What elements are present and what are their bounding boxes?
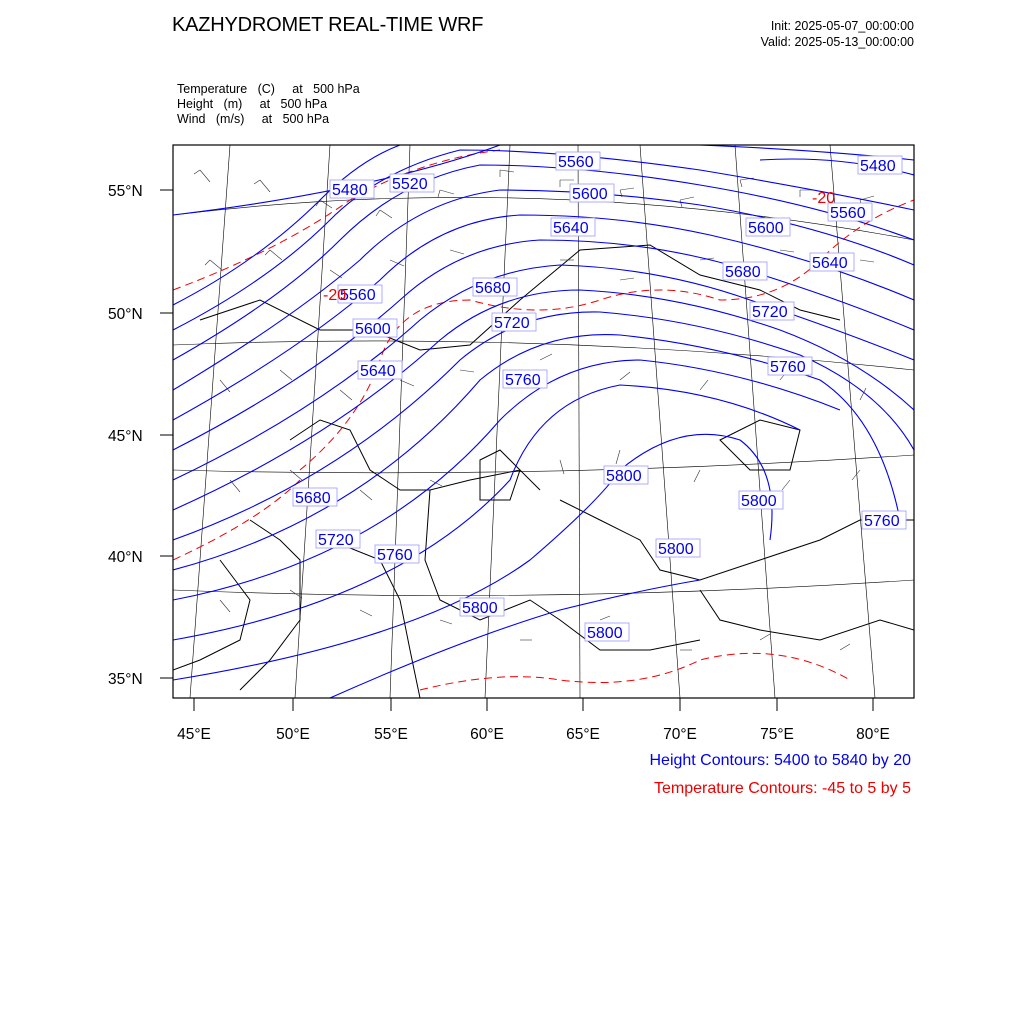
- variable-wind: Wind (m/s) at 500 hPa: [177, 112, 330, 126]
- height-label: 5600: [572, 186, 608, 203]
- variable-height: Height (m) at 500 hPa: [177, 97, 328, 111]
- height-label: 5680: [295, 490, 331, 507]
- height-label: 5560: [558, 154, 594, 171]
- lon-label: 50°E: [276, 726, 310, 743]
- height-label: 5640: [553, 220, 589, 237]
- height-label: 5520: [392, 176, 428, 193]
- height-label: 5800: [606, 468, 642, 485]
- height-label: 5560: [830, 205, 866, 222]
- height-label: 5640: [360, 363, 396, 380]
- lon-label: 65°E: [566, 726, 600, 743]
- height-label: 5800: [658, 541, 694, 558]
- lon-label: 80°E: [856, 726, 890, 743]
- height-label: 5720: [318, 532, 354, 549]
- latitude-labels: [108, 183, 143, 688]
- lat-label: 55°N: [108, 183, 143, 200]
- height-label: 5800: [741, 493, 777, 510]
- height-label: 5480: [860, 158, 896, 175]
- height-label: 5720: [752, 304, 788, 321]
- height-label: 5760: [770, 359, 806, 376]
- chart-title: KAZHYDROMET REAL-TIME WRF: [172, 14, 484, 36]
- lon-label: 60°E: [470, 726, 504, 743]
- height-contours: [173, 145, 914, 698]
- height-label: 5680: [725, 264, 761, 281]
- height-label: 5800: [462, 600, 498, 617]
- temperature-label: -20: [323, 287, 347, 304]
- height-label: 5560: [340, 287, 376, 304]
- init-time: Init: 2025-05-07_00:00:00: [770, 19, 914, 33]
- lat-label: 50°N: [108, 306, 143, 323]
- wind-barbs: [194, 170, 874, 650]
- height-label: 5800: [587, 625, 623, 642]
- height-label: 5760: [505, 372, 541, 389]
- lon-label: 70°E: [663, 726, 697, 743]
- height-label: 5760: [864, 513, 900, 530]
- lat-label: 40°N: [108, 549, 143, 566]
- lon-label: 45°E: [177, 726, 211, 743]
- lon-label: 75°E: [760, 726, 794, 743]
- height-label: 5720: [494, 315, 530, 332]
- variable-temperature: Temperature (C) at 500 hPa: [177, 82, 360, 96]
- height-label: 5640: [812, 255, 848, 272]
- height-label: 5760: [377, 547, 413, 564]
- lon-label: 55°E: [374, 726, 408, 743]
- temperature-label: -20: [812, 190, 836, 207]
- height-label: 5600: [355, 321, 391, 338]
- longitude-labels: [177, 726, 890, 743]
- height-label: 5480: [332, 182, 368, 199]
- lat-label: 35°N: [108, 671, 143, 688]
- height-label: 5680: [475, 280, 511, 297]
- map-content: [173, 145, 914, 698]
- lat-label: 45°N: [108, 428, 143, 445]
- height-contour-legend: Height Contours: 5400 to 5840 by 20: [649, 752, 911, 769]
- height-label: 5600: [748, 220, 784, 237]
- temperature-contour-legend: Temperature Contours: -45 to 5 by 5: [653, 780, 911, 797]
- valid-time: Valid: 2025-05-13_00:00:00: [760, 35, 914, 49]
